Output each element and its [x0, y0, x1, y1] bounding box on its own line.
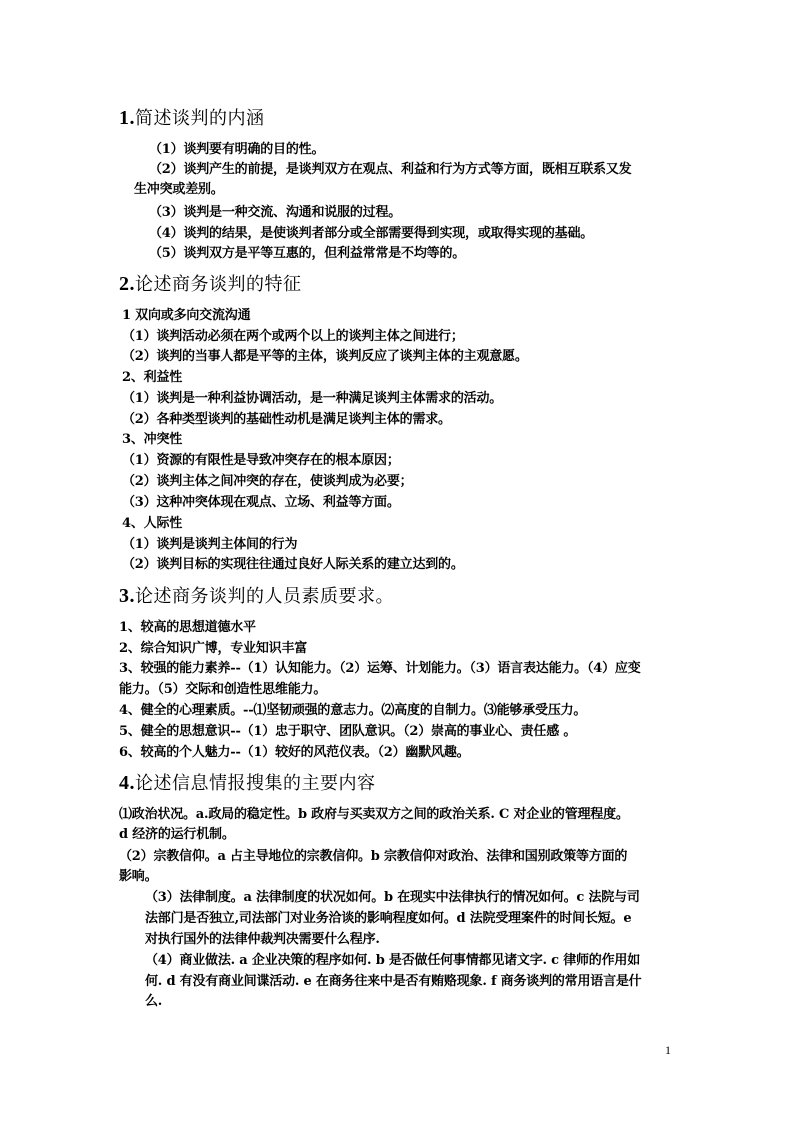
text-line: 对执行国外的法律仲裁判决需要什么程序.: [145, 932, 380, 947]
section-title: 论述商务谈判的人员素质要求。: [135, 586, 394, 607]
text-line: 生冲突或差别。: [134, 182, 224, 197]
text-line: （2）谈判产生的前提，是谈判双方在观点、利益和行为方式等方面，既相互联系又发: [149, 162, 632, 177]
page-number: 1: [665, 1043, 671, 1057]
text-line: （1）谈判活动必须在两个或两个以上的谈判主体之间进行；: [122, 329, 464, 344]
section-2-heading: [119, 272, 302, 297]
section-number: 3.: [119, 585, 135, 607]
text-line: 3、冲突性: [122, 432, 183, 447]
text-line: 4、人际性: [122, 516, 183, 531]
section-4-heading: [119, 771, 376, 796]
text-line: 2、综合知识广博，专业知识丰富: [119, 641, 308, 656]
text-line: 1、较高的思想道德水平: [119, 620, 256, 635]
section-title: 论述信息情报搜集的主要内容: [135, 773, 376, 794]
text-line: （3）法律制度。a 法律制度的状况如何。b 在现实中法律执行的情况如何。c 法院与司: [145, 890, 640, 905]
text-line: 影响。: [119, 869, 158, 884]
text-line: 法部门是否独立,司法部门对业务洽谈的影响程度如何。d 法院受理案件的时间长短。e: [145, 911, 632, 926]
section-3-heading: [119, 584, 394, 609]
text-line: （2）谈判主体之间冲突的存在，使谈判成为必要；: [122, 474, 413, 489]
text-line: （2）谈判目标的实现往往通过良好人际关系的建立达到的。: [122, 557, 464, 572]
text-line: （1）资源的有限性是导致冲突存在的根本原因；: [122, 453, 400, 468]
text-line: （1）谈判是谈判主体间的行为: [122, 537, 298, 552]
text-line: ⑴政治状况。a.政局的稳定性。b 政府与买卖双方之间的政治关系. C 对企业的管理程度。: [119, 807, 629, 822]
text-line: （3）这种冲突体现在观点、立场、利益等方面。: [122, 495, 400, 510]
text-line: （1）谈判要有明确的目的性。: [149, 142, 325, 157]
text-line: （3）谈判是一种交流、沟通和说服的过程。: [149, 205, 402, 220]
section-number: 4.: [119, 772, 135, 794]
section-title: 论述商务谈判的特征: [135, 274, 302, 295]
text-line: （2）谈判的当事人都是平等的主体，谈判反应了谈判主体的主观意愿。: [122, 349, 528, 364]
text-line: （2）各种类型谈判的基础性动机是满足谈判主体的需求。: [122, 412, 451, 427]
text-line: 4、健全的心理素质。--⑴坚韧顽强的意志力。⑵高度的自制力。⑶能够承受压力。: [119, 703, 587, 718]
section-number: 2.: [119, 273, 135, 295]
text-line: （4）商业做法. a 企业决策的程序如何. b 是否做任何事情都见诸文字. c 律师的作用如: [145, 953, 641, 968]
text-line: d 经济的运行机制。: [119, 827, 235, 842]
text-line: 能力。（5）交际和创造性思维能力。: [119, 682, 327, 697]
text-line: 6、较高的个人魅力--（1）较好的风范仪表。（2）幽默风趣。: [119, 745, 470, 760]
section-1-heading: [119, 106, 265, 131]
section-number: 1.: [119, 107, 135, 129]
text-line: 3、较强的能力素养--（1）认知能力。（2）运筹、计划能力。（3）语言表达能力。（4）应变: [119, 661, 641, 676]
text-line: 何. d 有没有商业间谍活动. e 在商务往来中是否有贿赂现象. f 商务谈判的常用语言是什: [145, 974, 642, 989]
text-line: 1 双向或多向交流沟通: [122, 308, 251, 323]
text-line: （5）谈判双方是平等互惠的，但利益常常是不均等的。: [149, 246, 466, 261]
text-line: （1）谈判是一种利益协调活动，是一种满足谈判主体需求的活动。: [122, 391, 503, 406]
text-line: 么.: [145, 994, 163, 1009]
section-title: 简述谈判的内涵: [135, 108, 265, 129]
text-line: （4）谈判的结果，是使谈判者部分或全部需要得到实现，或取得实现的基础。: [149, 226, 594, 241]
text-line: （2）宗教信仰。a 占主导地位的宗教信仰。b 宗教信仰对政治、法律和国别政策等方面的: [119, 849, 628, 864]
text-line: 5、健全的思想意识--（1）忠于职守、团队意识。（2）崇高的事业心、责任感 。: [119, 724, 577, 739]
text-line: 2、利益性: [122, 370, 183, 385]
